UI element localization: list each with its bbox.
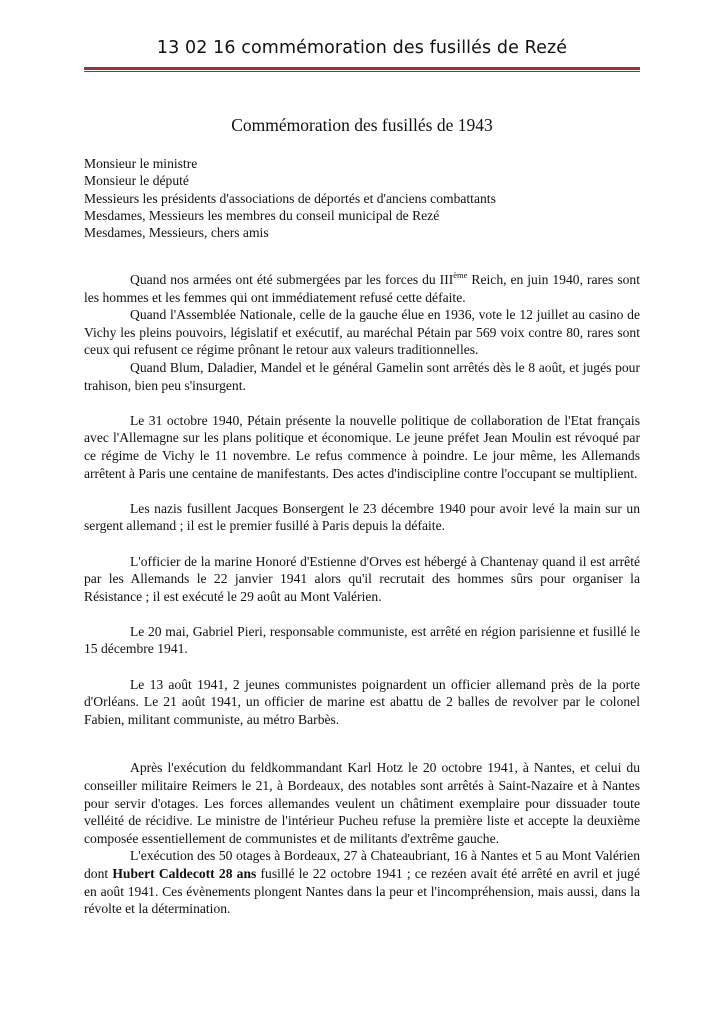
paragraph-1-text-end: Reich, en juin 1940, rares sont les hommes et les femmes qui ont immédiatement refusé cette défaite. [84,272,640,305]
salutations-block [84,155,640,241]
paragraph-4: Le 31 octobre 1940, Pétain présente la nouvelle politique de collaboration de l'Etat français avec l'Allemagne sur les plans politique et économique. Le jeune préfet Jean Moulin est révoqué par ce régime de Vichy le 11 novembre. Le refus commence à poindre. Le jour même, les Allemands arrêtent à Paris une centaine de manifestants. Des actes d'indiscipline contre l'occupant se multiplient. [84,412,640,481]
paragraph-1 [84,271,640,306]
header-rule-thin [84,71,640,72]
page-header [84,36,640,60]
speech-body [84,271,640,918]
salutation-line: Messieurs les présidents d'associations de déportés et d'anciens combattants [84,190,496,206]
paragraph-10-text-start: L'exécution des 50 otages à Bordeaux, 27 à Chateaubriant, 16 à Nantes et 5 au Mont Valérien dont [84,848,640,881]
header-title: 13 02 16 commémoration des fusillés de Rezé [156,38,568,58]
header-rule-thick [84,67,640,70]
paragraph-10-text-end: fusillé le 22 octobre 1941 ; ce rezéen avait été arrêté en avril et jugé en août 1941. Ces évènements plongent Nantes dans la peur et l'incompréhension, mais aussi, dans la révolte et la détermination. [84,866,640,917]
paragraph-spacer [84,658,640,676]
paragraph-spacer [84,728,640,759]
paragraph-5: Les nazis fusillent Jacques Bonsergent le 23 décembre 1940 pour avoir levé la main sur un sergent allemand ; il est le premier fusillé à Paris depuis la défaite. [84,500,640,534]
paragraph-10 [84,847,640,917]
highlighted-name: Hubert Caldecott 28 ans [112,866,257,881]
superscript-ordinal: ème [453,270,468,280]
salutation-line: Monsieur le député [84,173,189,189]
paragraph-spacer [84,605,640,623]
salutation-line: Monsieur le ministre [84,156,198,171]
paragraph-1-text-start: Quand nos armées ont été submergées par les forces du III [130,272,454,287]
paragraph-9: Après l'exécution du feldkommandant Karl Hotz le 20 octobre 1941, à Nantes, et celui du conseiller militaire Reimers le 21, à Bordeaux, des notables sont arrêtés à Saint-Nazaire et à Nantes pour servir d'otages. Les forces allemandes veulent un châtiment exemplaire pour dissuader toute velléité de récidive. Le ministre de l'intérieur Pucheu refuse la première liste et accepte la deuxième composée essentiellement de communistes et de militants d'extrême gauche. [84,760,640,846]
paragraph-spacer [84,535,640,553]
paragraph-8: Le 13 août 1941, 2 jeunes communistes poignardent un officier allemand près de la porte d'Orléans. Le 21 août 1941, un officier de marine est abattu de 2 balles de revolver par le colonel Fabien, militant communiste, au métro Barbès. [84,676,640,727]
salutation-line: Mesdames, Messieurs les membres du conseil municipal de Rezé [84,207,440,223]
paragraph-spacer [84,394,640,412]
salutation-line: Mesdames, Messieurs, chers amis [84,225,269,241]
paragraph-7: Le 20 mai, Gabriel Pieri, responsable communiste, est arrêté en région parisienne et fusillé le 15 décembre 1941. [84,623,640,657]
document-title: Commémoration des fusillés de 1943 [231,115,493,135]
paragraph-3: Quand Blum, Daladier, Mandel et le général Gamelin sont arrêtés dès le 8 août, et jugés pour trahison, bien peu s'insurgent. [84,359,640,393]
paragraph-2: Quand l'Assemblée Nationale, celle de la gauche élue en 1936, vote le 12 juillet au casino de Vichy les pleins pouvoirs, législatif et exécutif, au maréchal Pétain par 569 voix contre 80, rares sont ceux qui refusent ce régime prônant le retour aux valeurs traditionnelles. [84,307,640,358]
paragraph-6: L'officier de la marine Honoré d'Estienne d'Orves est hébergé à Chantenay quand il est arrêté par les Allemands le 22 janvier 1941 alors qu'il recrutait des hommes sûrs pour organiser la Résistance ; il est exécuté le 29 août au Mont Valérien. [84,553,640,604]
paragraph-spacer [84,482,640,500]
